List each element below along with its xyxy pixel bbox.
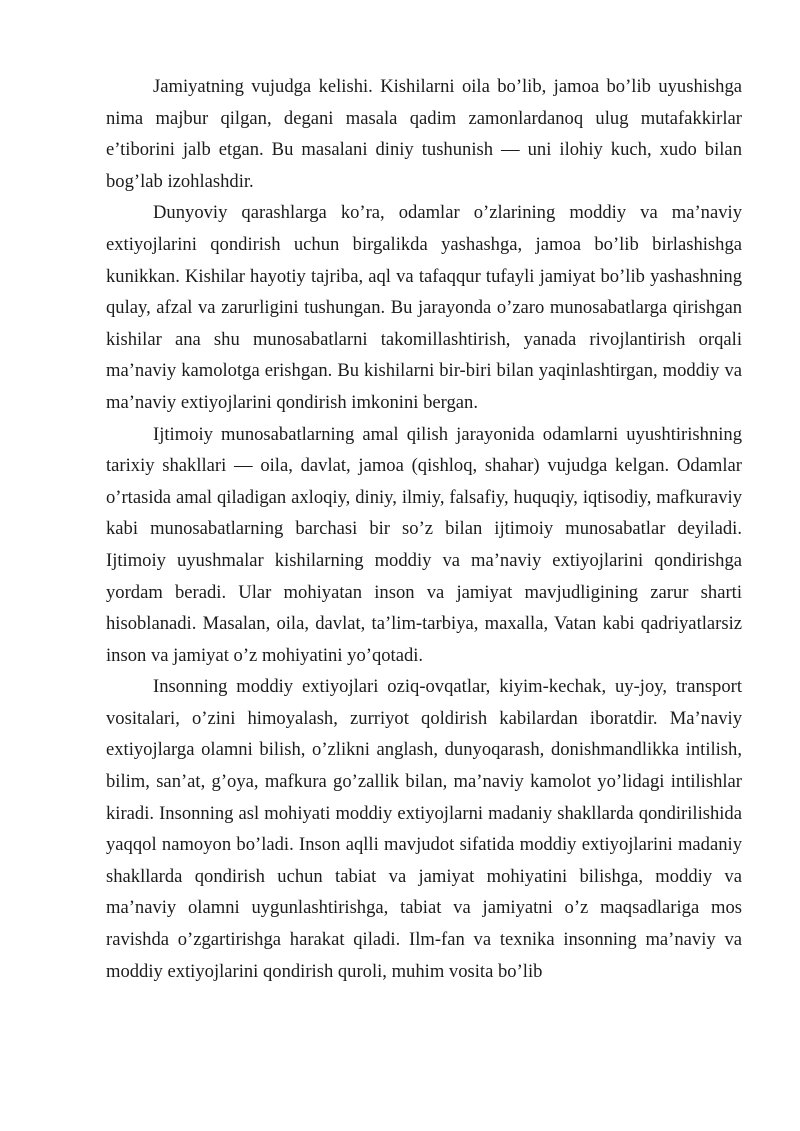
paragraph-moddiy-extiyojlar: Insonning moddiy extiyojlari oziq-ovqatlar, kiyim-kechak, uy-joy, transport vositalari, o’zini himoyalash, zurriyot qoldirish kabilardan iboratdir. Ma’naviy extiyojlarga olamni bilish, o’zlikni anglash, dunyoqarash, donishmandlikka intilish, bilim, san’at, g’oya, mafkura go’zallik bilan, ma’naviy kamolot yo’lidagi intilishlar kiradi. Insonning asl mohiyati moddiy extiyojlarni madaniy shakllarda qondirilishida yaqqol namoyon bo’ladi. Inson aqlli mavjudot sifatida moddiy extiyojlarini madaniy shakllarda qondirish uchun tabiat va jamiyat mohiyatini bilishga, moddiy va ma’naviy olamni uygunlashtirishga, tabiat va jamiyatni o’z maqsadlariga mos ravishda o’zgartirishga harakat qiladi. Ilm-fan va texnika insonning ma’naviy va moddiy extiyojlarini qondirish quroli, muhim vosita bo’lib [106,676,742,982]
paragraph-jamiyat-vujudga-kelishi: Jamiyatning vujudga kelishi. Kishilarni oila bo’lib, jamoa bo’lib uyushishga nima majbur qilgan, degani masala qadim zamonlardanoq ulug mutafakkirlar e’tiborini jalb etgan. Bu masalani diniy tushunish — uni ilohiy kuch, xudo bilan bog’lab izohlashdir. [106,76,742,192]
paragraph-ijtimoiy-munosabatlar: Ijtimoiy munosabatlarning amal qilish jarayonida odamlarni uyushtirishning tarixiy shakllari — oila, davlat, jamoa (qishloq, shahar) vujudga kelgan. Odamlar o’rtasida amal qiladigan axloqiy, diniy, ilmiy, falsafiy, huquqiy, iqtisodiy, mafkuraviy kabi munosabatlarning barchasi bir so’z bilan ijtimoiy munosabatlar deyiladi. Ijtimoiy uyushmalar kishilarning moddiy va ma’naviy extiyojlarini qondirishga yordam beradi. Ular mohiyatan inson va jamiyat mavjudligining zarur sharti hisoblanadi. Masalan, oila, davlat, ta’lim-tarbiya, maxalla, Vatan kabi qadriyatlarsiz inson va jamiyat o’z mohiyatini yo’qotadi. [106,423,742,666]
paragraph-dunyoviy-qarashlar: Dunyoviy qarashlarga ko’ra, odamlar o’zlarining moddiy va ma’naviy extiyojlarini qondirish uchun birgalikda yashashga, jamoa bo’lib birlashishga kunikkan. Kishilar hayotiy tajriba, aql va tafaqqur tufayli jamiyat bo’lib yashashning qulay, afzal va zarurligini tushungan. Bu jarayonda o’zaro munosabatlarga qirishgan kishilar ana shu munosabatlarni takomillashtirish, yanada rivojlantirish orqali ma’naviy kamolotga erishgan. Bu kishilarni bir-biri bilan yaqinlashtirgan, moddiy va ma’naviy extiyojlarini qondirish imkonini bergan. [106,202,742,413]
document-page [106,71,742,987]
